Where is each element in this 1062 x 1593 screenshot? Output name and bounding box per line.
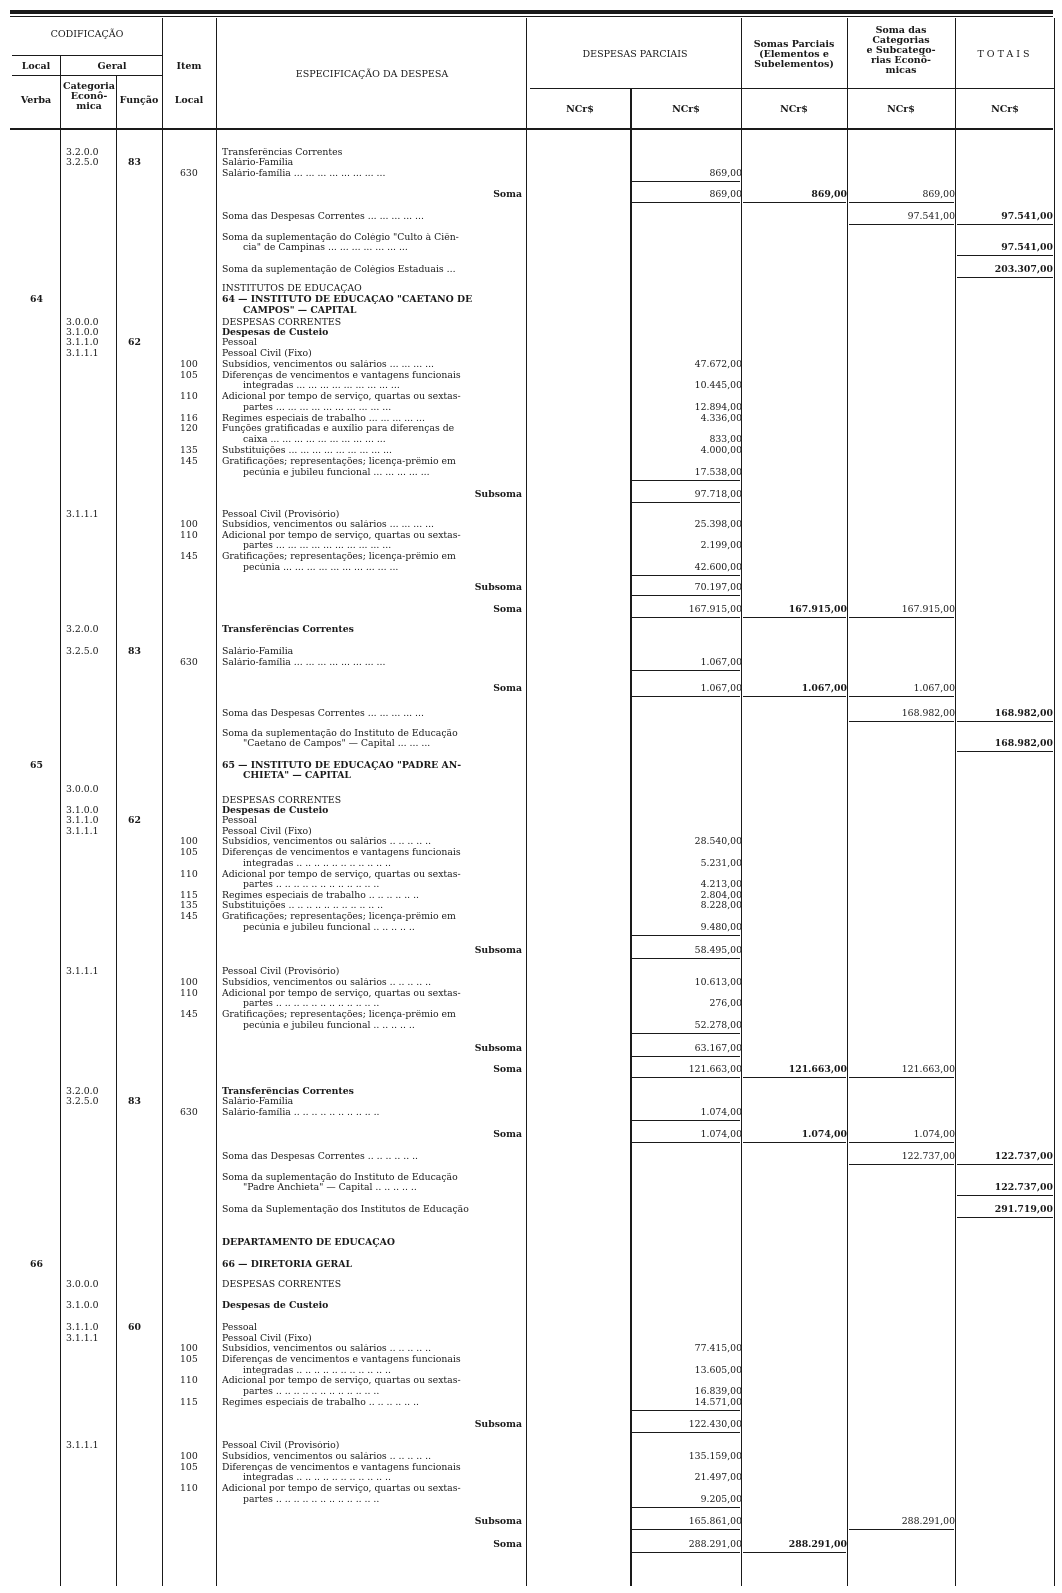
despesa-parcial-value: 10.445,00 [694,380,742,391]
soma-categoria-value: 168.982,00 [901,708,955,719]
despesa-parcial-value: 58.495,00 [694,945,742,956]
despesa-parcial-value: 288.291,00 [688,1539,742,1550]
hdr-ncr-3: NCr$ [780,104,808,115]
sum-label: Soma [493,604,522,615]
pre-sum-rule [632,1033,740,1034]
categoria-code: 3.1.0.0 [66,327,99,338]
despesa-description: Pessoal [222,816,257,826]
despesa-parcial-value: 12.894,00 [694,402,742,413]
categoria-code: 3.1.1.0 [66,815,99,826]
despesa-description: DESPESAS CORRENTES [222,796,342,806]
despesa-description: Soma das Despesas Correntes ... ... ... ... ... [222,709,424,719]
item-code: 110 [180,391,198,402]
despesa-parcial-value: 5.231,00 [700,858,742,869]
despesa-description: Gratificações; representações; licença-prêmio em [222,457,456,467]
despesa-parcial-value: 833,00 [709,434,742,445]
hdr-categoria: Categoria Econô- mica [63,81,115,112]
pre-sum-rule [632,575,740,576]
despesa-description: DESPESAS CORRENTES [222,1280,342,1290]
categoria-code: 3.1.1.1 [66,348,99,359]
item-code: 120 [180,423,198,434]
despesa-parcial-value: 9.205,00 [700,1494,742,1505]
funcao-code: 83 [128,157,141,168]
sum-underline [849,696,954,697]
pre-sum-rule [632,1507,740,1508]
despesa-description-cont: cia" de Campinas ... ... ... ... ... ... ... [243,243,408,253]
despesa-parcial-value: 1.074,00 [700,1129,742,1140]
despesa-parcial-value: 70.197,00 [694,582,742,593]
despesa-description-cont: partes .. .. .. .. .. .. .. .. .. .. .. .. [243,1387,380,1397]
funcao-code: 83 [128,646,141,657]
despesa-description: Diferenças de vencimentos e vantagens funcionais [222,1463,461,1473]
soma-categoria-value: 121.663,00 [901,1064,955,1075]
sum-underline [849,1077,954,1078]
despesa-parcial-value: 52.278,00 [694,1020,742,1031]
sum-underline [849,1142,954,1143]
hdr-geral: Geral [97,61,127,72]
top-rule [10,10,1053,14]
total-underline [957,255,1053,256]
total-value: 122.737,00 [994,1151,1053,1162]
despesa-parcial-value: 10.613,00 [694,977,742,988]
hdr-bottom-rule [10,128,1053,130]
despesa-description: Subsídios, vencimentos ou salários .. .. .. .. .. [222,978,432,988]
hdr-soma-categorias: Soma das Categorias e Subcatego- rias Econô- micas [866,25,936,76]
despesa-description: Diferenças de vencimentos e vantagens funcionais [222,371,461,381]
despesa-parcial-value: 17.538,00 [694,467,742,478]
item-code: 630 [180,168,198,179]
despesa-description: Regimes especiais de trabalho ... ... ... ... ... [222,414,425,424]
categoria-code: 3.2.0.0 [66,1086,99,1097]
despesa-parcial-value: 21.497,00 [694,1472,742,1483]
sum-underline [632,617,740,618]
despesa-description-cont: pecúnia e jubileu funcional .. .. .. .. .. [243,1021,415,1031]
despesa-description: Subsídios, vencimentos ou salários ... ... ... ... [222,520,434,530]
despesa-description: 64 — INSTITUTO DE EDUCAÇÃO "CAETANO DE [222,295,473,305]
despesa-parcial-value: 1.067,00 [700,683,742,694]
item-code: 110 [180,988,198,999]
hdr-codificacao: CODIFICAÇÃO [50,29,124,40]
despesa-description-cont: CAMPOS" — CAPITAL [243,306,357,316]
soma-categoria-value: 1.074,00 [913,1129,955,1140]
hdr-somas-parciais: Somas Parciais (Elementos e Subelementos) [753,39,835,70]
sum-underline [632,1552,740,1553]
total-underline [957,751,1053,752]
hdr-rule-2 [12,75,162,76]
despesa-description: Diferenças de vencimentos e vantagens funcionais [222,1355,461,1365]
despesa-parcial-value: 122.430,00 [688,1419,742,1430]
sum-underline [849,202,954,203]
despesa-parcial-value: 2.199,00 [700,540,742,551]
pre-sum-rule [632,480,740,481]
hdr-item: Item [176,61,202,72]
item-code: 100 [180,359,198,370]
total-value: 203.307,00 [994,264,1053,275]
despesa-description: 65 — INSTITUTO DE EDUCAÇÃO "PADRE AN- [222,761,462,771]
sum-underline [632,595,740,596]
hdr-ncr-1: NCr$ [566,104,594,115]
hdr-verba: Verba [20,95,52,106]
sum-underline [849,224,954,225]
despesa-parcial-value: 2.804,00 [700,890,742,901]
item-code: 115 [180,1397,198,1408]
sum-label: Subsoma [474,582,522,593]
sum-underline [743,202,846,203]
soma-parcial-value: 869,00 [811,189,847,200]
despesa-description: DEPARTAMENTO DE EDUCAÇÃO [222,1238,395,1248]
soma-categoria-value: 167.915,00 [901,604,955,615]
item-code: 145 [180,456,198,467]
hdr-especificacao: ESPECIFICAÇÃO DA DESPESA [295,69,449,80]
soma-categoria-value: 1.067,00 [913,683,955,694]
categoria-code: 3.1.1.1 [66,1333,99,1344]
categoria-code: 3.0.0.0 [66,784,99,795]
sum-underline [849,721,954,722]
sum-underline [743,1077,846,1078]
funcao-code: 62 [128,337,141,348]
despesa-description: Pessoal Civil (Provisório) [222,1441,340,1451]
total-value: 97.541,00 [1001,211,1053,222]
soma-parcial-value: 121.663,00 [788,1064,847,1075]
sum-label: Soma [493,1064,522,1075]
total-value: 168.982,00 [994,738,1053,749]
despesa-description: Adicional por tempo de serviço, quartas ou sextas- [222,531,461,541]
despesa-description-cont: partes ... ... ... ... ... ... ... ... ... ... [243,403,392,413]
despesa-description: Soma da Suplementação dos Institutos de Educação [222,1205,469,1215]
sum-label: Subsoma [474,945,522,956]
despesa-parcial-value: 97.718,00 [694,489,742,500]
verba-code: 66 [30,1259,43,1270]
categoria-code: 3.2.5.0 [66,1096,99,1107]
despesa-description: Subsídios, vencimentos ou salários .. .. .. .. .. [222,837,432,847]
sum-underline [743,617,846,618]
despesa-description: Adicional por tempo de serviço, quartas ou sextas- [222,870,461,880]
pre-sum-rule [632,1410,740,1411]
despesa-parcial-value: 869,00 [709,189,742,200]
categoria-code: 3.1.0.0 [66,805,99,816]
hdr-rule-3 [530,88,1054,89]
hdr-totais: TOTAIS [977,49,1033,60]
sum-label: Subsoma [474,1516,522,1527]
funcao-code: 83 [128,1096,141,1107]
sum-underline [632,1432,740,1433]
despesa-parcial-value: 77.415,00 [694,1343,742,1354]
categoria-code: 3.2.5.0 [66,646,99,657]
despesa-description: Funções gratificadas e auxílio para diferenças de [222,424,455,434]
sum-underline [632,1077,740,1078]
despesa-parcial-value: 28.540,00 [694,836,742,847]
soma-categoria-value: 122.737,00 [901,1151,955,1162]
despesa-description: 66 — DIRETORIA GERAL [222,1260,352,1270]
item-code: 110 [180,1483,198,1494]
despesa-description-cont: caixa ... ... ... ... ... ... ... ... ... ... [243,435,386,445]
despesa-parcial-value: 13.605,00 [694,1365,742,1376]
despesa-description-cont: CHIETA" — CAPITAL [243,771,351,781]
despesa-description: Gratificações; representações; licença-prêmio em [222,1010,456,1020]
despesa-description: Salário-família ... ... ... ... ... ... ... ... [222,169,386,179]
hdr-rule-1 [12,55,162,56]
despesa-description-cont: pecúnia e jubileu funcional .. .. .. .. .. [243,923,415,933]
despesa-description: Subsídios, vencimentos ou salários ... ... ... ... [222,360,434,370]
despesa-parcial-value: 16.839,00 [694,1386,742,1397]
pre-sum-rule [632,181,740,182]
sum-label: Soma [493,189,522,200]
despesa-description: Subsídios, vencimentos ou salários .. .. .. .. .. [222,1452,432,1462]
sum-underline [632,202,740,203]
despesa-description: Transferências Correntes [222,1087,354,1097]
despesa-parcial-value: 1.074,00 [700,1107,742,1118]
item-code: 105 [180,847,198,858]
sum-underline [632,502,740,503]
soma-parcial-value: 1.074,00 [801,1129,847,1140]
despesa-description: Adicional por tempo de serviço, quartas ou sextas- [222,392,461,402]
despesa-description-cont: partes ... ... ... ... ... ... ... ... ... ... [243,541,392,551]
categoria-code: 3.1.0.0 [66,1300,99,1311]
despesa-parcial-value: 9.480,00 [700,922,742,933]
item-code: 100 [180,977,198,988]
pre-sum-rule [632,670,740,671]
sum-underline [849,617,954,618]
despesa-description: Soma da suplementação do Instituto de Educação [222,729,458,739]
despesa-parcial-value: 25.398,00 [694,519,742,530]
categoria-code: 3.0.0.0 [66,1279,99,1290]
despesa-description: Pessoal [222,338,257,348]
despesa-description: Soma da suplementação do Instituto de Educação [222,1173,458,1183]
item-code: 145 [180,1009,198,1020]
item-code: 110 [180,1375,198,1386]
despesa-parcial-value: 121.663,00 [688,1064,742,1075]
despesa-parcial-value: 276,00 [709,998,742,1009]
item-code: 116 [180,413,198,424]
sum-label: Soma [493,1539,522,1550]
despesa-parcial-value: 8.228,00 [700,900,742,911]
item-code: 135 [180,900,198,911]
total-underline [957,224,1053,225]
despesa-parcial-value: 42.600,00 [694,562,742,573]
total-value: 122.737,00 [994,1182,1053,1193]
despesa-parcial-value: 1.067,00 [700,657,742,668]
sum-underline [743,1142,846,1143]
despesa-description: Salário-família .. .. .. .. .. .. .. .. .. .. [222,1108,380,1118]
categoria-code: 3.2.0.0 [66,624,99,635]
item-code: 100 [180,1343,198,1354]
despesa-description: Gratificações; representações; licença-prêmio em [222,912,456,922]
sum-underline [632,1056,740,1057]
despesa-description: Adicional por tempo de serviço, quartas ou sextas- [222,1376,461,1386]
despesa-description: Pessoal Civil (Provisório) [222,967,340,977]
despesa-description: Salário-Família [222,647,294,657]
soma-parcial-value: 288.291,00 [788,1539,847,1550]
total-value: 168.982,00 [994,708,1053,719]
despesa-parcial-value: 63.167,00 [694,1043,742,1054]
categoria-code: 3.1.1.1 [66,966,99,977]
despesa-description: Diferenças de vencimentos e vantagens funcionais [222,848,461,858]
sum-underline [632,1529,740,1530]
item-code: 100 [180,836,198,847]
despesa-parcial-value: 4.213,00 [700,879,742,890]
despesa-parcial-value: 869,00 [709,168,742,179]
despesa-parcial-value: 47.672,00 [694,359,742,370]
hdr-item-local: Local [174,95,204,106]
sum-label: Soma [493,1129,522,1140]
despesa-description: Soma da suplementação do Colégio "Culto à Ciên- [222,233,459,243]
soma-parcial-value: 167.915,00 [788,604,847,615]
sum-underline [849,1529,954,1530]
despesa-description: Substituições ... ... ... ... ... ... ... ... ... [222,446,392,456]
despesa-parcial-value: 167.915,00 [688,604,742,615]
item-code: 105 [180,370,198,381]
item-code: 115 [180,890,198,901]
pre-sum-rule [632,1120,740,1121]
despesa-description: Pessoal Civil (Fixo) [222,1334,312,1344]
despesa-description: Adicional por tempo de serviço, quartas ou sextas- [222,989,461,999]
soma-categoria-value: 869,00 [922,189,955,200]
sum-label: Soma [493,683,522,694]
hdr-ncr-5: NCr$ [991,104,1019,115]
despesa-description: Soma da suplementação de Colégios Estaduais ... [222,265,456,275]
item-code: 630 [180,1107,198,1118]
categoria-code: 3.2.5.0 [66,157,99,168]
sum-label: Subsoma [474,1043,522,1054]
despesa-description-cont: "Caetano de Campos" — Capital ... ... ... [243,739,431,749]
categoria-code: 3.1.1.0 [66,1322,99,1333]
total-underline [957,721,1053,722]
total-underline [957,1195,1053,1196]
despesa-description: Adicional por tempo de serviço, quartas ou sextas- [222,1484,461,1494]
despesa-description: Salário-Família [222,158,294,168]
categoria-code: 3.1.1.1 [66,1440,99,1451]
despesa-description: Pessoal Civil (Fixo) [222,349,312,359]
item-code: 630 [180,657,198,668]
item-code: 145 [180,551,198,562]
categoria-code: 3.2.0.0 [66,147,99,158]
despesa-description-cont: pecúnia ... ... ... ... ... ... ... ... ... ... [243,563,399,573]
total-underline [957,1164,1053,1165]
despesa-description: Salário-Família [222,1097,294,1107]
despesa-description: Regimes especiais de trabalho .. .. .. .. .. .. [222,1398,419,1408]
item-code: 105 [180,1354,198,1365]
hdr-ncr-4: NCr$ [887,104,915,115]
funcao-code: 60 [128,1322,141,1333]
despesa-description-cont: integradas .. .. .. .. .. .. .. .. .. .. .. [243,859,391,869]
despesa-description: Pessoal Civil (Fixo) [222,827,312,837]
sum-label: Subsoma [474,489,522,500]
despesa-description: Transferências Correntes [222,148,343,158]
despesa-description-cont: pecúnia e jubileu funcional ... ... ... ... ... [243,468,430,478]
sum-underline [849,1164,954,1165]
despesa-description: Despesas de Custeio [222,1301,329,1311]
despesa-parcial-value: 165.861,00 [688,1516,742,1527]
despesa-parcial-value: 4.336,00 [700,413,742,424]
despesa-description: INSTITUTOS DE EDUCAÇÃO [222,284,362,294]
total-value: 291.719,00 [994,1204,1053,1215]
sum-underline [632,1142,740,1143]
sum-underline [632,696,740,697]
despesa-description-cont: integradas ... ... ... ... ... ... ... ... ... [243,381,400,391]
despesa-description-cont: "Padre Anchieta" — Capital .. .. .. .. .. [243,1183,417,1193]
top-rule-thin [10,16,1053,17]
verba-code: 64 [30,294,43,305]
total-value: 97.541,00 [1001,242,1053,253]
despesa-description: Despesas de Custeio [222,806,329,816]
categoria-code: 3.0.0.0 [66,317,99,328]
despesa-description-cont: partes .. .. .. .. .. .. .. .. .. .. .. .. [243,1495,380,1505]
categoria-code: 3.1.1.1 [66,509,99,520]
sum-label: Subsoma [474,1419,522,1430]
item-code: 105 [180,1462,198,1473]
hdr-funcao: Função [119,95,159,106]
despesa-description: Transferências Correntes [222,625,354,635]
despesa-description: Soma das Despesas Correntes ... ... ... ... ... [222,212,424,222]
sum-underline [743,696,846,697]
total-underline [957,277,1053,278]
despesa-description: Pessoal Civil (Provisório) [222,510,340,520]
verba-code: 65 [30,760,43,771]
funcao-code: 62 [128,815,141,826]
despesa-parcial-value: 135.159,00 [688,1451,742,1462]
despesa-description-cont: partes .. .. .. .. .. .. .. .. .. .. .. .. [243,880,380,890]
item-code: 135 [180,445,198,456]
sum-underline [632,958,740,959]
despesa-description: Substituições .. .. .. .. .. .. .. .. .. .. .. [222,901,384,911]
soma-categoria-value: 97.541,00 [907,211,955,222]
item-code: 100 [180,519,198,530]
despesa-description: Soma das Despesas Correntes .. .. .. .. .. .. [222,1152,419,1162]
item-code: 110 [180,869,198,880]
despesa-description: Pessoal [222,1323,257,1333]
sum-underline [743,1552,846,1553]
hdr-despesas-parciais: DESPESAS PARCIAIS [582,49,688,60]
pre-sum-rule [632,935,740,936]
hdr-local: Local [21,61,51,72]
despesa-description: DESPESAS CORRENTES [222,318,342,328]
despesa-parcial-value: 14.571,00 [694,1397,742,1408]
total-underline [957,1217,1053,1218]
categoria-code: 3.1.1.0 [66,337,99,348]
despesa-description: Salário-família ... ... ... ... ... ... ... ... [222,658,386,668]
despesa-parcial-value: 4.000,00 [700,445,742,456]
despesa-description: Subsídios, vencimentos ou salários .. .. .. .. .. [222,1344,432,1354]
despesa-description-cont: integradas .. .. .. .. .. .. .. .. .. .. .. [243,1473,391,1483]
soma-parcial-value: 1.067,00 [801,683,847,694]
despesa-description: Despesas de Custeio [222,328,329,338]
despesa-description: Gratificações; representações; licença-prêmio em [222,552,456,562]
despesa-description-cont: integradas .. .. .. .. .. .. .. .. .. .. .. [243,1366,391,1376]
item-code: 110 [180,530,198,541]
despesa-description: Regimes especiais de trabalho .. .. .. .. .. .. [222,891,419,901]
soma-categoria-value: 288.291,00 [901,1516,955,1527]
hdr-ncr-2: NCr$ [672,104,700,115]
item-code: 145 [180,911,198,922]
item-code: 100 [180,1451,198,1462]
despesa-description-cont: partes .. .. .. .. .. .. .. .. .. .. .. .. [243,999,380,1009]
categoria-code: 3.1.1.1 [66,826,99,837]
